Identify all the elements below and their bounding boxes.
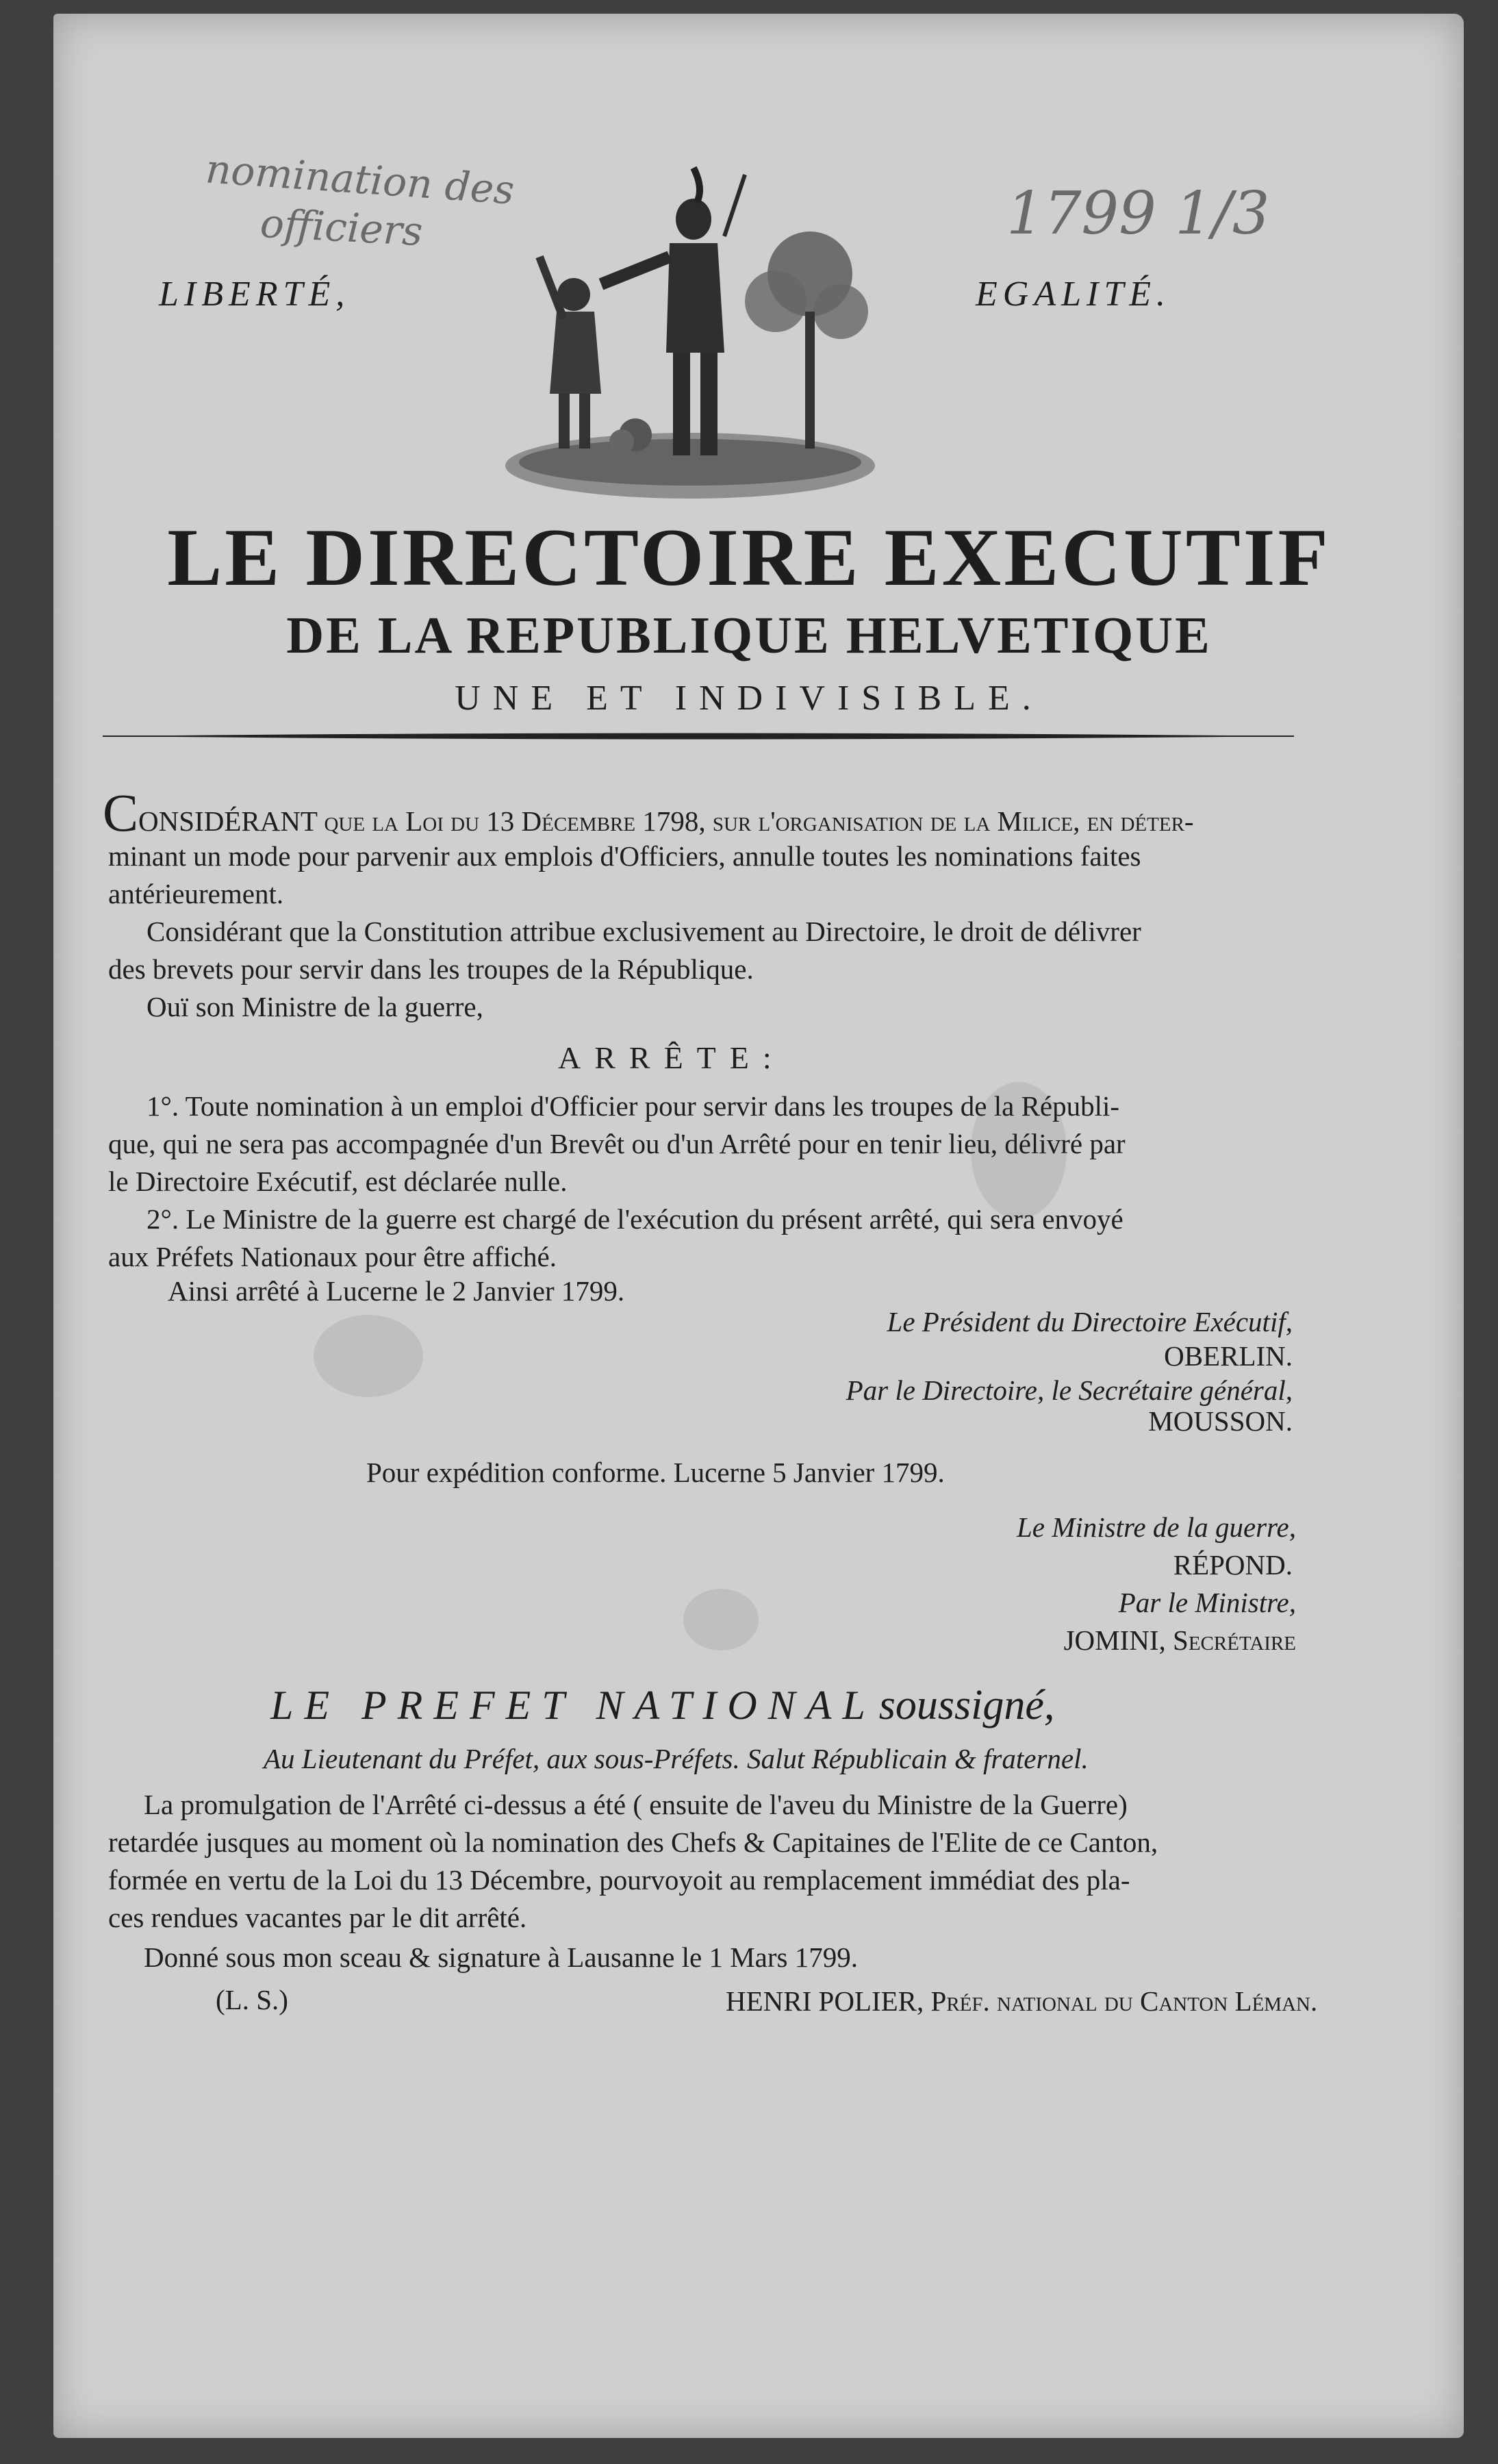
article2-line2: aux Préfets Nationaux pour être affiché. (108, 1241, 557, 1272)
secretary-title: Par le Directoire, le Secrétaire général, (846, 1374, 1293, 1406)
preamble-p2-line2: des brevets pour servir dans les troupes de la République. (108, 953, 754, 985)
handwritten-note-left: nomination des (204, 145, 516, 214)
president-name: OBERLIN. (1164, 1340, 1293, 1372)
expedition-line: Pour expédition conforme. Lucerne 5 Janvier 1799. (366, 1457, 945, 1488)
prefet-line1: La promulgation de l'Arrêté ci-dessus a été ( ensuite de l'aveu du Ministre de la Guerre) (144, 1789, 1128, 1820)
preamble-p1-line3: antérieurement. (108, 878, 284, 909)
arrete-heading: ARRÊTE: (558, 1040, 785, 1075)
polier-signature: HENRI POLIER, Préf. national du Canton Léman. (726, 1985, 1318, 2017)
prefet-line4: ces rendues vacantes par le dit arrêté. (108, 1902, 527, 1933)
seal-ls: (L. S.) (216, 1984, 288, 2015)
prefet-line2: retardée jusques au moment où la nomination des Chefs & Capitaines de l'Elite de ce Canton, (108, 1826, 1158, 1858)
president-title: Le Président du Directoire Exécutif, (887, 1306, 1293, 1337)
jomini-secretary: JOMINI, Secrétaire (1063, 1624, 1296, 1656)
preamble-p1-line1 (103, 783, 1194, 842)
motto-egalite: EGALITÉ. (976, 275, 1171, 314)
ornamental-rule (103, 731, 1294, 741)
prefet-heading-suffix: soussigné, (878, 1682, 1055, 1728)
title-republique: DE LA REPUBLIQUE HELVETIQUE (286, 607, 1212, 664)
handwritten-note-right: 1799 1/3 (1006, 179, 1270, 248)
prefet-line3: formée en vertu de la Loi du 13 Décembre, pourvoyoit au remplacement immédiat des pla- (108, 1864, 1130, 1896)
article1-line1: 1°. Toute nomination à un emploi d'Officier pour servir dans les troupes de la Républi- (147, 1090, 1120, 1122)
secretary-name: MOUSSON. (1148, 1405, 1293, 1437)
article1-line2: que, qui ne sera pas accompagnée d'un Brevêt ou d'un Arrêté pour en tenir lieu, délivré par (108, 1128, 1126, 1159)
handwritten-note-left-2: officiers (259, 199, 424, 255)
allegorical-engraving-icon (498, 154, 882, 503)
motto-liberte: LIBERTÉ, (159, 275, 351, 314)
article2-line1: 2°. Le Ministre de la guerre est chargé de l'exécution du présent arrêté, qui sera envoyé (147, 1203, 1124, 1235)
article1-line3: le Directoire Exécutif, est déclarée nulle. (108, 1166, 568, 1197)
drop-cap: C (103, 783, 139, 842)
paper-stain (314, 1315, 423, 1397)
by-minister: Par le Ministre, (1118, 1587, 1296, 1618)
preamble-p3-line1: Ouï son Ministre de la guerre, (147, 991, 483, 1022)
prefet-salutation: Au Lieutenant du Préfet, aux sous-Préfets. Salut Républicain & fraternel. (264, 1743, 1089, 1774)
title-directoire: LE DIRECTOIRE EXECUTIF (167, 512, 1331, 603)
prefet-heading (270, 1681, 1054, 1730)
prefet-line5: Donné sous mon sceau & signature à Lausanne le 1 Mars 1799. (144, 1941, 858, 1973)
prefet-heading-text: LE PREFET NATIONAL (270, 1683, 876, 1728)
minister-title: Le Ministre de la guerre, (1016, 1511, 1296, 1543)
title-une-indivisible: UNE ET INDIVISIBLE. (455, 679, 1043, 718)
preamble-p2-line1: Considérant que la Constitution attribue exclusivement au Directoire, le droit de délivrer (147, 916, 1141, 947)
preamble-text: ONSIDÉRANT que la Loi du 13 Décembre 1798, sur l'organisation de la Milice, en déter- (138, 805, 1194, 837)
done-at-lucerne: Ainsi arrêté à Lucerne le 2 Janvier 1799. (168, 1275, 625, 1307)
paper-stain (683, 1589, 759, 1650)
minister-name: RÉPOND. (1173, 1549, 1293, 1581)
preamble-p1-line2: minant un mode pour parvenir aux emplois d'Officiers, annulle toutes les nominations faites (108, 840, 1141, 872)
